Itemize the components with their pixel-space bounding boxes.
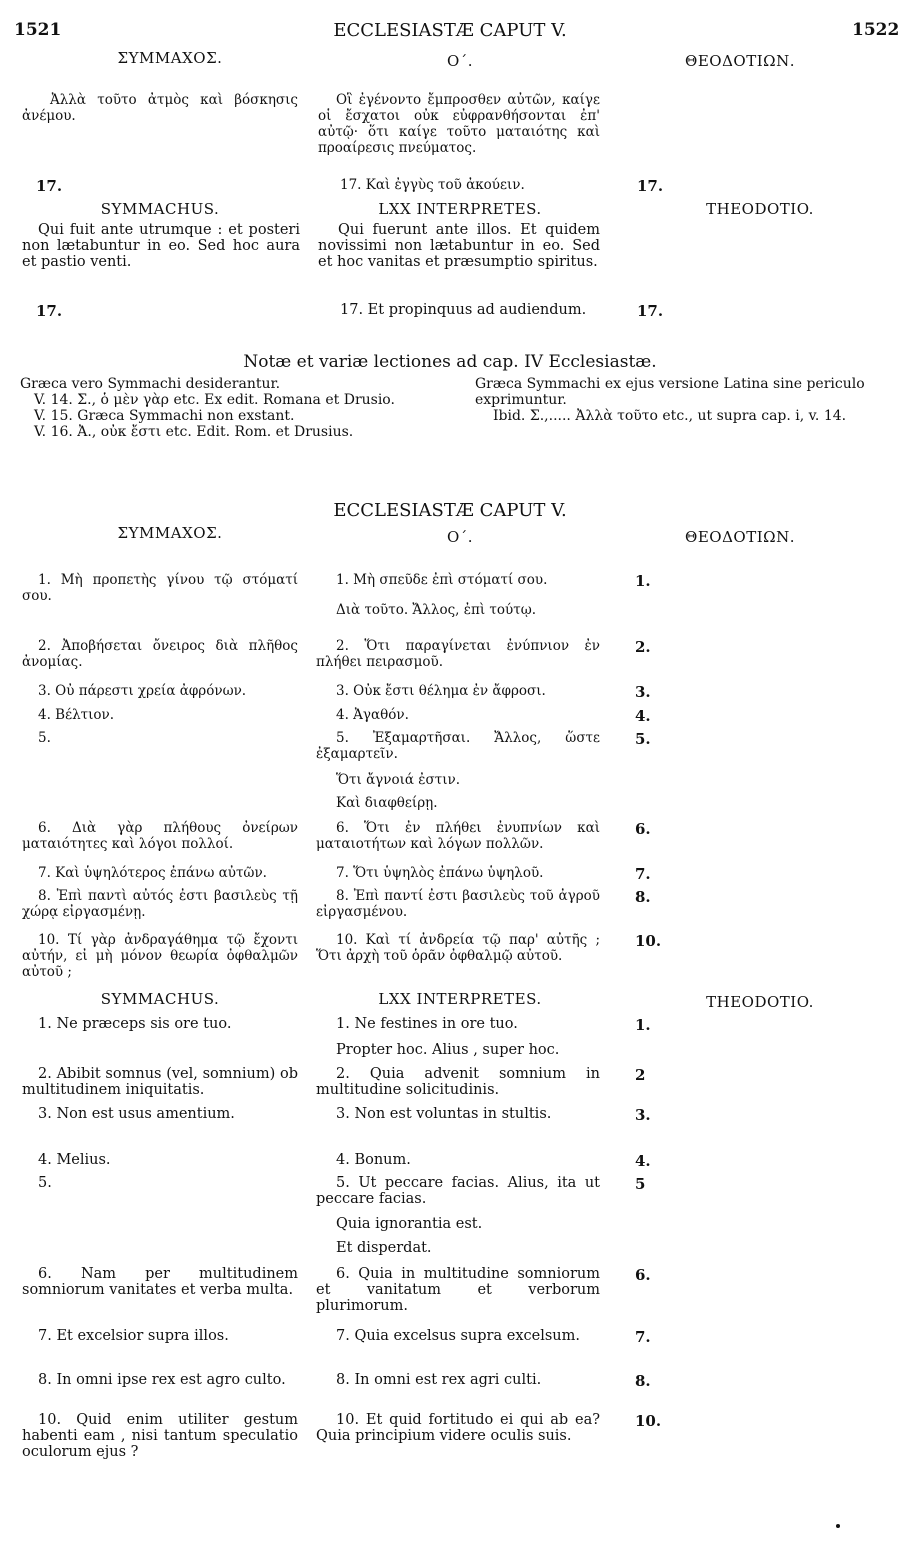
note-line: Ibid. Σ.,..... Ἀλλὰ τοῦτο etc., ut supra cap. i, v. 14. — [493, 408, 847, 424]
greek-symmachus-row: 5. — [38, 730, 51, 746]
notes-title: Notæ et variæ lectiones ad cap. IV Ecclesiastæ. — [243, 352, 657, 372]
greek-lxx-row: Ὅτι ἄγνοιά ἐστιν. — [336, 772, 461, 788]
latin-lxx-row: Et disperdat. — [336, 1240, 432, 1256]
greek-lxx-row: 10. Καὶ τί ἀνδρεία τῷ παρ' αὐτῆς ; Ὅτι ἀρχὴ τοῦ ὁρᾶν ὀφθαλμῷ αὐτοῦ. — [316, 932, 600, 964]
column-head-theodotio-latin: THEODOTIO. — [706, 993, 814, 1011]
column-head-theodotion-greek: ΘΕΟΔΟΤΙΩΝ. — [685, 52, 795, 70]
latin-symmachus-row: 7. Et excelsior supra illos. — [38, 1328, 229, 1344]
latin-lxx-row: 10. Et quid fortitudo ei qui ab ea? Quia principium videre oculis suis. — [316, 1412, 600, 1444]
latin-theodotion-verse-number: 2 — [635, 1066, 646, 1084]
lxx-latin-text: Qui fuerunt ante illos. Et quidem novissimi non lætabuntur in eo. Sed et hoc vanitas et præsumptio spiritus. — [318, 222, 600, 270]
greek-theodotion-verse-number: 5. — [635, 730, 651, 748]
note-line: Græca Symmachi ex ejus versione Latina sine periculo exprimuntur. — [475, 376, 865, 408]
column-head-symmachus-latin: SYMMACHUS. — [100, 200, 220, 218]
latin-theodotion-verse-number: 4. — [635, 1152, 651, 1170]
column-head-lxx-greek: Ο΄. — [446, 52, 474, 70]
greek-theodotion-verse-number: 3. — [635, 683, 651, 701]
latin-lxx-row: 6. Quia in multitudine somniorum et vanitatum et verborum plurimorum. — [316, 1266, 600, 1314]
column-head-symmachus-greek: ΣΥΜΜΑΧΟΣ. — [117, 524, 223, 542]
page-speck — [836, 1524, 840, 1528]
latin-theodotion-verse-number: 1. — [635, 1016, 651, 1034]
greek-lxx-row: 1. Μὴ σπεῦδε ἐπὶ στόματί σου. — [336, 572, 548, 588]
column-head-lxx-latin: LXX INTERPRETES. — [378, 200, 542, 218]
latin-lxx-row: 8. In omni est rex agri culti. — [336, 1372, 542, 1388]
note-line: V. 16. Ἀ., οὐκ ἔστι etc. Edit. Rom. et Drusius. — [34, 424, 354, 440]
symmachus-latin-text: Qui fuit ante utrumque : et posteri non lætabuntur in eo. Sed hoc aura et pastio venti. — [22, 222, 300, 270]
greek-theodotion-verse-number: 6. — [635, 820, 651, 838]
greek-lxx-row: 2. Ὅτι παραγίνεται ἐνύπνιον ἐν πλήθει πειρασμοῦ. — [316, 638, 600, 670]
latin-symmachus-row: 1. Ne præceps sis ore tuo. — [38, 1016, 232, 1032]
latin-theodotion-verse-number: 5 — [635, 1175, 646, 1193]
greek-lxx-row: 3. Οὐκ ἔστι θέλημα ἐν ἄφροσι. — [336, 683, 546, 699]
greek-theodotion-verse-number: 2. — [635, 638, 651, 656]
latin-lxx-row: 4. Bonum. — [336, 1152, 411, 1168]
page-number-right: 1522 — [852, 20, 899, 40]
column-head-lxx-latin: LXX INTERPRETES. — [378, 990, 542, 1008]
greek-symmachus-row: 6. Διὰ γὰρ πλήθους ὀνείρων ματαιότητες καὶ λόγοι πολλοί. — [22, 820, 298, 852]
latin-theodotion-verse-number: 8. — [635, 1372, 651, 1390]
greek-lxx-row: 6. Ὅτι ἐν πλήθει ἐνυπνίων καὶ ματαιοτήτων καὶ λόγων πολλῶν. — [316, 820, 600, 852]
column-head-symmachus-greek: ΣΥΜΜΑΧΟΣ. — [117, 49, 223, 67]
latin-symmachus-row: 10. Quid enim utiliter gestum habenti eam , nisi tantum speculatio oculorum ejus ? — [22, 1412, 298, 1460]
notes-left-column — [20, 376, 448, 440]
greek-symmachus-row: 10. Τί γὰρ ἀνδραγάθημα τῷ ἔχοντι αὐτήν, εἰ μὴ μόνον θεωρία ὀφθαλμῶν αὐτοῦ ; — [22, 932, 298, 980]
latin-theodotion-verse-number: 6. — [635, 1266, 651, 1284]
greek-symmachus-row: 3. Οὐ πάρεστι χρεία ἀφρόνων. — [38, 683, 247, 699]
greek-symmachus-row: 2. Ἀποβήσεται ὄνειρος διὰ πλῆθος ἀνομίας. — [22, 638, 298, 670]
greek-theodotion-verse-number: 7. — [635, 865, 651, 883]
greek-lxx-row: 5. Ἐξαμαρτῆσαι. Ἄλλος, ὥστε ἐξαμαρτεῖν. — [316, 730, 600, 762]
latin-symmachus-row: 3. Non est usus amentium. — [38, 1106, 235, 1122]
latin-lxx-row: 1. Ne festines in ore tuo. — [336, 1016, 518, 1032]
verse-number: 17. — [36, 177, 63, 195]
greek-theodotion-verse-number: 1. — [635, 572, 651, 590]
greek-symmachus-row: 7. Καὶ ὑψηλότερος ἐπάνω αὐτῶν. — [38, 865, 267, 881]
note-line: V. 14. Σ., ὁ μὲν γὰρ etc. Ex edit. Romana et Drusio. — [34, 392, 395, 408]
verse-number: 17. — [36, 302, 63, 320]
page-number-left: 1521 — [14, 20, 62, 40]
greek-lxx-row: 8. Ἐπὶ παντί ἐστι βασιλεὺς τοῦ ἀγροῦ εἰργασμένου. — [316, 888, 600, 920]
latin-lxx-row: 5. Ut peccare facias. Alius, ita ut peccare facias. — [316, 1175, 600, 1207]
latin-lxx-row: 7. Quia excelsus supra excelsum. — [336, 1328, 580, 1344]
greek-theodotion-verse-number: 10. — [635, 932, 662, 950]
latin-lxx-row: 2. Quia advenit somnium in multitudine solicitudinis. — [316, 1066, 600, 1098]
column-head-theodotio-latin: THEODOTIO. — [706, 200, 814, 218]
latin-theodotion-verse-number: 3. — [635, 1106, 651, 1124]
latin-theodotion-verse-number: 7. — [635, 1328, 651, 1346]
lxx-greek-verse-17: 17. Καὶ ἐγγὺς τοῦ ἀκούειν. — [340, 177, 525, 193]
note-line: Græca vero Symmachi desiderantur. — [20, 376, 281, 392]
latin-theodotion-verse-number: 10. — [635, 1412, 662, 1430]
latin-lxx-row: Propter hoc. Alius , super hoc. — [336, 1042, 560, 1058]
latin-symmachus-row: 5. — [38, 1175, 52, 1191]
greek-symmachus-row: 1. Μὴ προπετὴς γίνου τῷ στόματί σου. — [22, 572, 298, 604]
column-head-theodotion-greek: ΘΕΟΔΟΤΙΩΝ. — [685, 528, 795, 546]
lxx-greek-text: Οἳ ἐγένοντο ἔμπροσθεν αὐτῶν, καίγε οἱ ἔσχατοι οὐκ εὐφρανθήσονται ἐπ' αὐτῷ· ὅτι καίγε τοῦτο ματαιότης καὶ προαίρεσις πνεύματος. — [318, 92, 600, 156]
greek-theodotion-verse-number: 4. — [635, 707, 651, 725]
latin-symmachus-row: 4. Melius. — [38, 1152, 111, 1168]
verse-number: 17. — [637, 302, 664, 320]
column-head-symmachus-latin: SYMMACHUS. — [100, 990, 220, 1008]
greek-lxx-row: 4. Ἀγαθόν. — [336, 707, 409, 723]
column-head-lxx-greek: Ο΄. — [446, 528, 474, 546]
latin-lxx-row: 3. Non est voluntas in stultis. — [336, 1106, 552, 1122]
greek-lxx-row: Καὶ διαφθείρῃ. — [336, 795, 438, 811]
greek-lxx-row: 7. Ὅτι ὑψηλὸς ἐπάνω ὑψηλοῦ. — [336, 865, 544, 881]
running-title: ECCLESIASTÆ CAPUT V. — [333, 20, 567, 41]
verse-number: 17. — [637, 177, 664, 195]
latin-lxx-row: Quia ignorantia est. — [336, 1216, 483, 1232]
latin-symmachus-row: 2. Abibit somnus (vel, somnium) ob multitudinem iniquitatis. — [22, 1066, 298, 1098]
latin-symmachus-row: 8. In omni ipse rex est agro culto. — [38, 1372, 286, 1388]
section-title: ECCLESIASTÆ CAPUT V. — [333, 500, 567, 521]
greek-symmachus-row: 8. Ἐπὶ παντὶ αὐτός ἐστι βασιλεὺς τῇ χώρᾳ εἰργασμένῃ. — [22, 888, 298, 920]
greek-theodotion-verse-number: 8. — [635, 888, 651, 906]
symmachus-greek-text: Ἀλλὰ τοῦτο ἀτμὸς καὶ βόσκησις ἀνέμου. — [22, 92, 298, 124]
notes-right-column — [475, 376, 887, 424]
greek-symmachus-row: 4. Βέλτιον. — [38, 707, 115, 723]
lxx-latin-verse-17: 17. Et propinquus ad audiendum. — [340, 302, 587, 318]
latin-symmachus-row: 6. Nam per multitudinem somniorum vanitates et verba multa. — [22, 1266, 298, 1298]
note-line: V. 15. Græca Symmachi non exstant. — [34, 408, 295, 424]
greek-lxx-row: Διὰ τοῦτο. Ἄλλος, ἐπὶ τούτῳ. — [336, 602, 536, 618]
